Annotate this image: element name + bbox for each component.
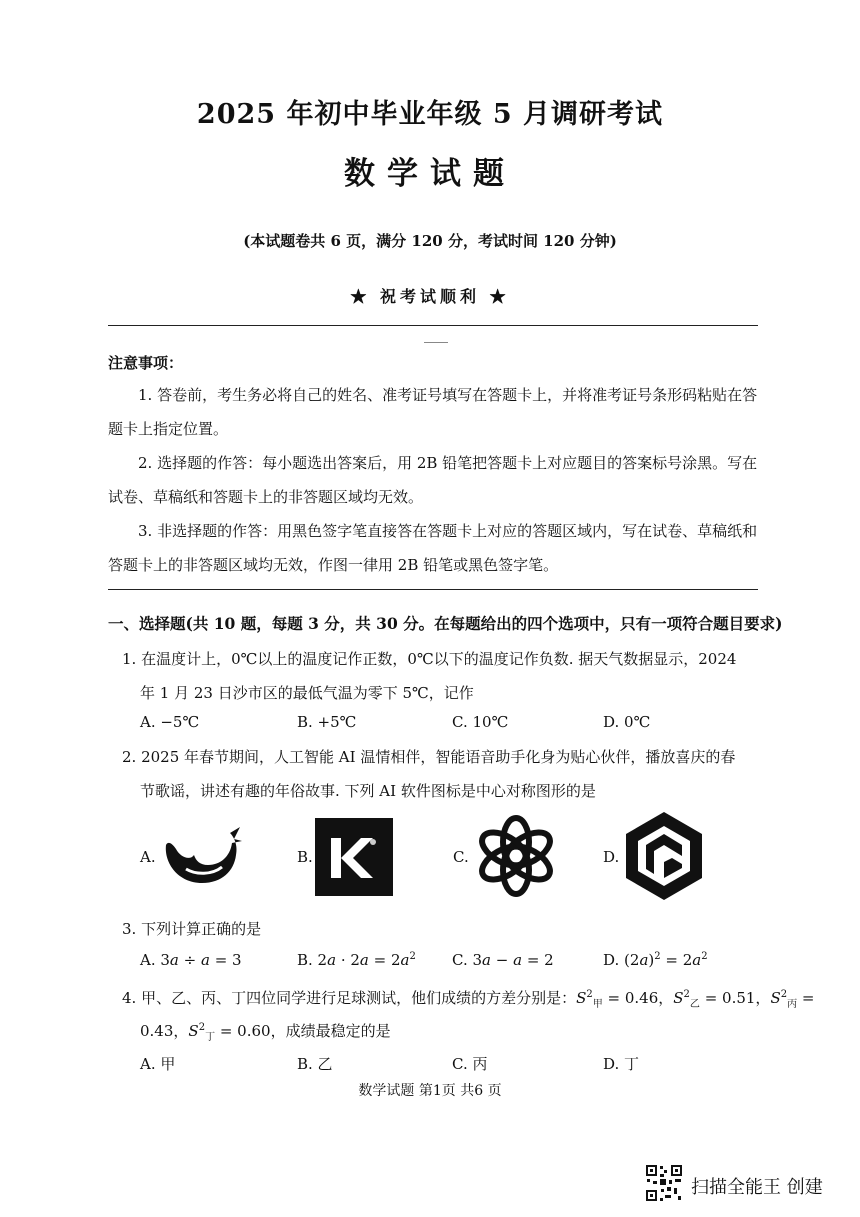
scanner-brand-label: 扫描全能王 创建 <box>691 1177 823 1198</box>
question-2-label-a: A. <box>140 848 156 866</box>
subject-title: 数学试题 <box>344 156 516 192</box>
exam-title: 2025 年初中毕业年级 5 月调研考试 <box>196 99 664 130</box>
top-divider <box>108 325 758 326</box>
notes-title: 注意事项： <box>108 354 184 372</box>
question-4-option-b: B. 乙 <box>297 1055 333 1073</box>
question-1-option-b: B. +5℃ <box>297 713 357 731</box>
question-2-label-d: D. <box>603 848 620 866</box>
question-4-line-1: 4. 甲、乙、丙、丁四位同学进行足球测试，他们成绩的方差分别是：$S^2_甲 = 0.46$，$S^2_乙 = 0.51$，$S^2_丙$ = <box>122 989 815 1010</box>
question-4-option-a: A. 甲 <box>140 1055 176 1073</box>
question-3-option-a: A. 3a ÷ a = 3 <box>140 951 242 969</box>
question-2-label-c: C. <box>453 848 469 866</box>
notes-divider <box>108 589 758 590</box>
question-3-option-c: C. 3a − a = 2 <box>452 951 554 969</box>
note-item-2: 2. 选择题的作答：每小题选出答案后，用 2B 铅笔把答题卡上对应题目的答案标号涂黑。写在试卷、草稿纸和答题卡上的非答题区域均无效。 <box>108 454 758 506</box>
exam-info: (本试题卷共 6 页，满分 120 分，考试时间 120 分钟) <box>243 232 617 250</box>
question-3-stem: 3. 下列计算正确的是 <box>122 920 262 938</box>
question-4-option-c: C. 丙 <box>452 1055 488 1073</box>
question-1-option-a: A. −5℃ <box>140 713 200 731</box>
note-item-3: 3. 非选择题的作答：用黑色签字笔直接答在答题卡上对应的答题区域内，写在试卷、草稿纸和答题卡上的非答题区域均无效，作图一律用 2B 铅笔或黑色签字笔。 <box>108 522 758 574</box>
question-1-option-d: D. 0℃ <box>603 713 651 731</box>
note-item-1: 1. 答卷前，考生务必将自己的姓名、准考证号填写在答题卡上，并将准考证号条形码粘贴在答题卡上指定位置。 <box>108 386 758 438</box>
page-footer: 数学试题 第1页 共6 页 <box>358 1083 502 1099</box>
question-4-line-2: 0.43，$S^2_丁 = 0.60$，成绩最稳定的是 <box>140 1022 391 1043</box>
qr-code-icon <box>645 1164 683 1202</box>
whale-logo-icon <box>160 823 246 889</box>
question-1-option-c: C. 10℃ <box>452 713 509 731</box>
question-3-option-b: B. $2a \cdot 2a = 2a^2$ <box>297 951 416 969</box>
question-2-label-b: B. <box>297 848 313 866</box>
question-4-option-d: D. 丁 <box>603 1055 640 1073</box>
question-2-line-2: 节歌谣，讲述有趣的年俗故事. 下列 AI 软件图标是中心对称图形的是 <box>140 782 596 800</box>
good-luck-banner: ★ 祝考试顺利 ★ <box>350 287 510 306</box>
question-2-line-1: 2. 2025 年春节期间，人工智能 AI 温情相伴，智能语音助手化身为贴心伙伴，播放喜庆的春 <box>122 748 736 766</box>
question-3-option-d: D. $(2a)^2 = 2a^2$ <box>603 951 708 969</box>
section-title-choice: 一、选择题(共 10 题，每题 3 分，共 30 分。在每题给出的四个选项中，只有一项符合题目要求) <box>108 614 783 633</box>
openai-knot-icon <box>475 815 557 897</box>
hexagon-logo-icon <box>626 812 702 900</box>
small-divider <box>424 342 448 343</box>
question-1-line-1: 1. 在温度计上，0℃以上的温度记作正数，0℃以下的温度记作负数. 据天气数据显示，2024 <box>122 650 737 668</box>
question-1-line-2: 年 1 月 23 日沙市区的最低气温为零下 5℃，记作 <box>140 684 474 702</box>
k-logo-icon <box>315 818 393 896</box>
